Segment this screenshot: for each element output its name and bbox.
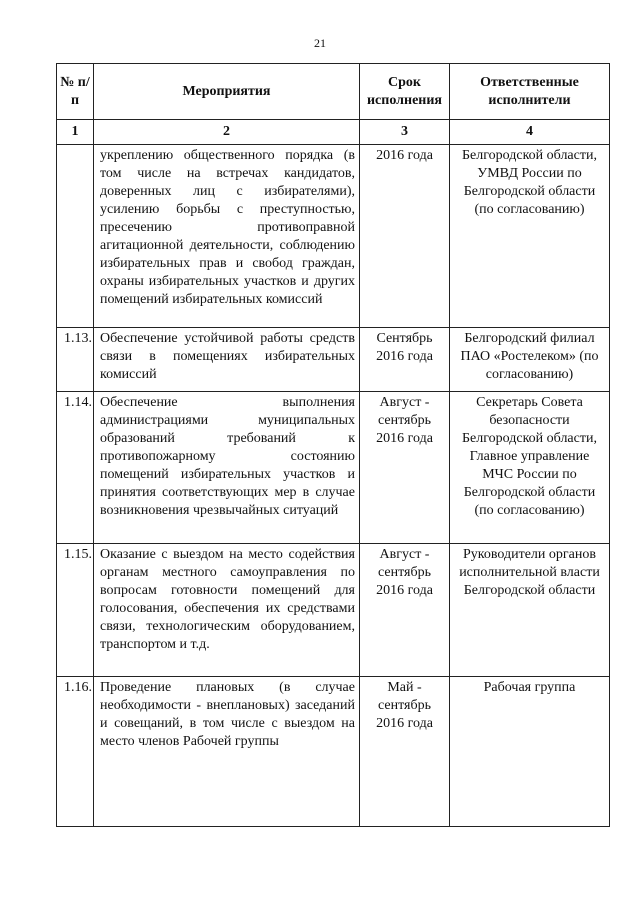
header-activities: Мероприятия: [94, 64, 360, 120]
table-row: [57, 677, 610, 827]
row-activity: Обеспечение выполнения администрациями муниципальных образований требований к противопожарному состоянию помещений избирательных участков и принятия соответствующих мер в случае возникновения чрезвычайных ситуаций: [94, 392, 360, 544]
row-number: 1.13.: [57, 328, 94, 392]
header-deadline: Срок исполнения: [360, 64, 450, 120]
row-number: 1.16.: [57, 677, 94, 827]
page-number: 21: [314, 36, 326, 50]
row-responsible: Секретарь Совета безопасности Белгородской области, Главное управление МЧС России по Белгородской области (по согласованию): [450, 392, 610, 544]
column-number-3: 3: [360, 120, 450, 145]
table-row: [57, 544, 610, 677]
row-responsible: Белгородский филиал ПАО «Ростелеком» (по согласованию): [450, 328, 610, 392]
table-row: [57, 328, 610, 392]
row-deadline: 2016 года: [360, 145, 450, 328]
table-row: [57, 145, 610, 328]
row-responsible: Рабочая группа: [450, 677, 610, 827]
header-number: № п/п: [57, 64, 94, 120]
row-number: 1.15.: [57, 544, 94, 677]
row-deadline: Сентябрь 2016 года: [360, 328, 450, 392]
row-responsible: Белгородской области, УМВД России по Белгородской области (по согласованию): [450, 145, 610, 328]
column-number-row: [57, 120, 610, 145]
row-deadline: Май - сентябрь 2016 года: [360, 677, 450, 827]
header-responsible: Ответственные исполнители: [450, 64, 610, 120]
row-activity: укреплению общественного порядка (в том числе на встречах кандидатов, доверенных лиц с избирателями), усилению борьбы с преступностью, пресечению противоправной агитационной деятельности, соблюдению избирательных прав и свобод граждан, охраны избирательных участков и других помещений избирательных комиссий: [94, 145, 360, 328]
row-responsible: Руководители органов исполнительной власти Белгородской области: [450, 544, 610, 677]
row-activity: Оказание с выездом на место содействия органам местного самоуправления по вопросам готовности помещений для голосования, обеспечения их средствами связи, технологическим оборудованием, транспортом и т.д.: [94, 544, 360, 677]
column-number-4: 4: [450, 120, 610, 145]
activities-table: [56, 63, 610, 827]
row-number: [57, 145, 94, 328]
row-activity: Проведение плановых (в случае необходимости - внеплановых) заседаний и совещаний, в том числе с выездом на место членов Рабочей группы: [94, 677, 360, 827]
column-number-2: 2: [94, 120, 360, 145]
row-deadline: Август - сентябрь 2016 года: [360, 544, 450, 677]
table-row: [57, 392, 610, 544]
column-number-1: 1: [57, 120, 94, 145]
row-activity: Обеспечение устойчивой работы средств связи в помещениях избирательных комиссий: [94, 328, 360, 392]
row-deadline: Август - сентябрь 2016 года: [360, 392, 450, 544]
table-header-row: [57, 64, 610, 120]
row-number: 1.14.: [57, 392, 94, 544]
